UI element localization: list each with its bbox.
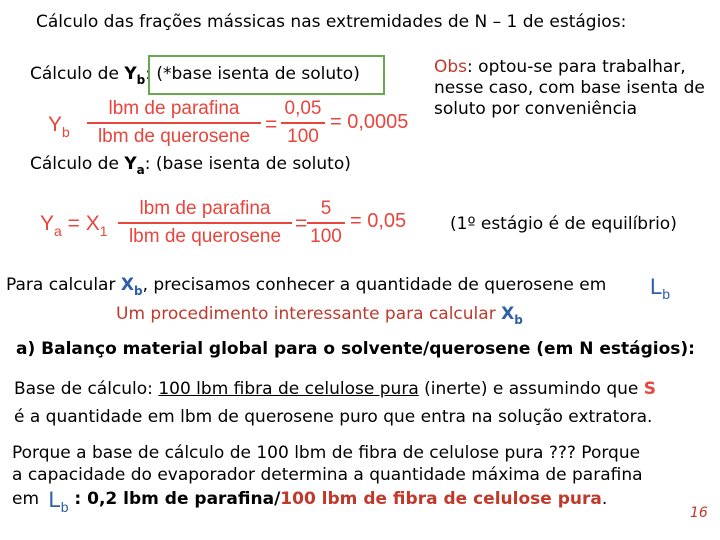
why-line3-highlight: 100 lbm de fibra de celulose pura xyxy=(280,489,602,509)
ya-label-var: Y xyxy=(124,154,137,174)
ya-label-prefix: Cálculo de xyxy=(30,154,125,174)
yb-frac-units-den: lbm de querosene xyxy=(97,126,251,147)
procedure-line xyxy=(116,304,523,327)
obs-note xyxy=(434,57,705,120)
calc-xb-text2: , precisamos conhecer a quantidade de querosene em xyxy=(142,275,607,295)
base-underlined: 100 lbm fibra de celulose pura xyxy=(158,379,419,399)
ya-eq-lhs-sub: a xyxy=(54,223,62,239)
section-a-heading: a) Balanço material global para o solvente/querosene (em N estágios): xyxy=(16,339,695,359)
calc-xb-var-sub: b xyxy=(133,284,143,298)
why-line3-prefix: em xyxy=(12,489,40,509)
ya-frac-values-num: 5 xyxy=(320,198,332,219)
yb-frac-values xyxy=(281,98,325,148)
yb-frac-units-bar xyxy=(87,122,261,124)
lb-symbol-1-sub: b xyxy=(662,286,671,302)
procedure-text: Um procedimento interessante para calcular xyxy=(116,304,502,324)
ya-note: (1º estágio é de equilíbrio) xyxy=(450,214,677,234)
ya-label xyxy=(30,154,351,177)
yb-label-sub: b xyxy=(136,73,146,87)
yb-label-note: (*base isenta de soluto) xyxy=(150,64,360,84)
page-number: 16 xyxy=(690,505,708,521)
obs-label: Obs xyxy=(434,57,468,77)
lb-symbol-2 xyxy=(48,487,69,515)
yb-eq-sign: = xyxy=(265,113,278,136)
ya-frac-values xyxy=(307,198,345,248)
yb-label-var: Y xyxy=(124,64,137,84)
why-paragraph xyxy=(12,442,643,515)
why-line3-end: . xyxy=(601,489,608,509)
lb-symbol-1 xyxy=(650,274,670,300)
ya-frac-units-num: lbm de parafina xyxy=(139,198,271,219)
ya-eq-lhs-var: Y xyxy=(40,212,55,235)
procedure-var-sub: b xyxy=(514,313,523,327)
ya-frac-values-bar xyxy=(307,222,345,224)
ya-eq-mid-sub: 1 xyxy=(99,223,108,239)
yb-label-colon: : xyxy=(145,64,151,84)
ya-frac-values-den: 100 xyxy=(310,226,342,247)
ya-eq-sign1: = xyxy=(67,212,80,235)
base-paragraph xyxy=(14,375,656,431)
lb-symbol-2-var: L xyxy=(48,487,61,512)
yb-frac-values-den: 100 xyxy=(287,126,319,147)
yb-frac-units-num: lbm de parafina xyxy=(108,98,240,119)
obs-line2: nesse caso, com base isenta de xyxy=(434,78,705,98)
ya-label-sub: a xyxy=(136,163,145,177)
lb-symbol-1-var: L xyxy=(650,274,663,299)
why-line3-text: : 0,2 lbm de parafina/ xyxy=(68,489,281,509)
yb-label-prefix: Cálculo de xyxy=(30,64,125,84)
ya-frac-units-den: lbm de querosene xyxy=(128,226,282,247)
ya-eq-mid-var: X xyxy=(85,212,100,235)
ya-eq-sign2: = xyxy=(295,212,308,235)
yb-frac-values-bar xyxy=(281,122,325,124)
calc-xb-text1: Para calcular xyxy=(6,275,121,295)
yb-eq-lhs xyxy=(48,113,70,140)
calc-xb-sentence xyxy=(6,275,607,298)
base-line2: é a quantidade em lbm de querosene puro que entra na solução extratora. xyxy=(14,407,653,427)
lb-symbol-2-sub: b xyxy=(60,499,69,515)
page-title: Cálculo das frações mássicas nas extremidades de N – 1 de estágios: xyxy=(36,12,627,32)
obs-line1: : optou-se para trabalhar, xyxy=(467,57,686,77)
yb-eq-lhs-var: Y xyxy=(48,113,63,136)
yb-result: = 0,0005 xyxy=(330,111,409,133)
ya-frac-units xyxy=(118,198,292,248)
ya-frac-units-bar xyxy=(118,222,292,224)
why-line2: a capacidade do evaporador determina a quantidade máxima de parafina xyxy=(12,465,643,485)
yb-frac-units xyxy=(87,98,261,148)
obs-line3: soluto por conveniência xyxy=(434,99,638,119)
ya-result: = 0,05 xyxy=(350,210,407,232)
ya-label-note: : (base isenta de soluto) xyxy=(144,154,351,174)
base-text1: Base de cálculo: xyxy=(14,379,159,399)
base-text2: (inerte) e assumindo que xyxy=(418,379,644,399)
yb-highlight-box xyxy=(148,55,385,95)
why-line1: Porque a base de cálculo de 100 lbm de fibra de celulose pura ??? Porque xyxy=(12,443,641,463)
procedure-var: X xyxy=(501,304,515,324)
ya-eq-lhs xyxy=(40,212,108,239)
base-var-s: S xyxy=(643,379,656,399)
yb-eq-lhs-sub: b xyxy=(62,124,70,140)
yb-frac-values-num: 0,05 xyxy=(284,98,322,119)
calc-xb-var: X xyxy=(120,275,134,295)
